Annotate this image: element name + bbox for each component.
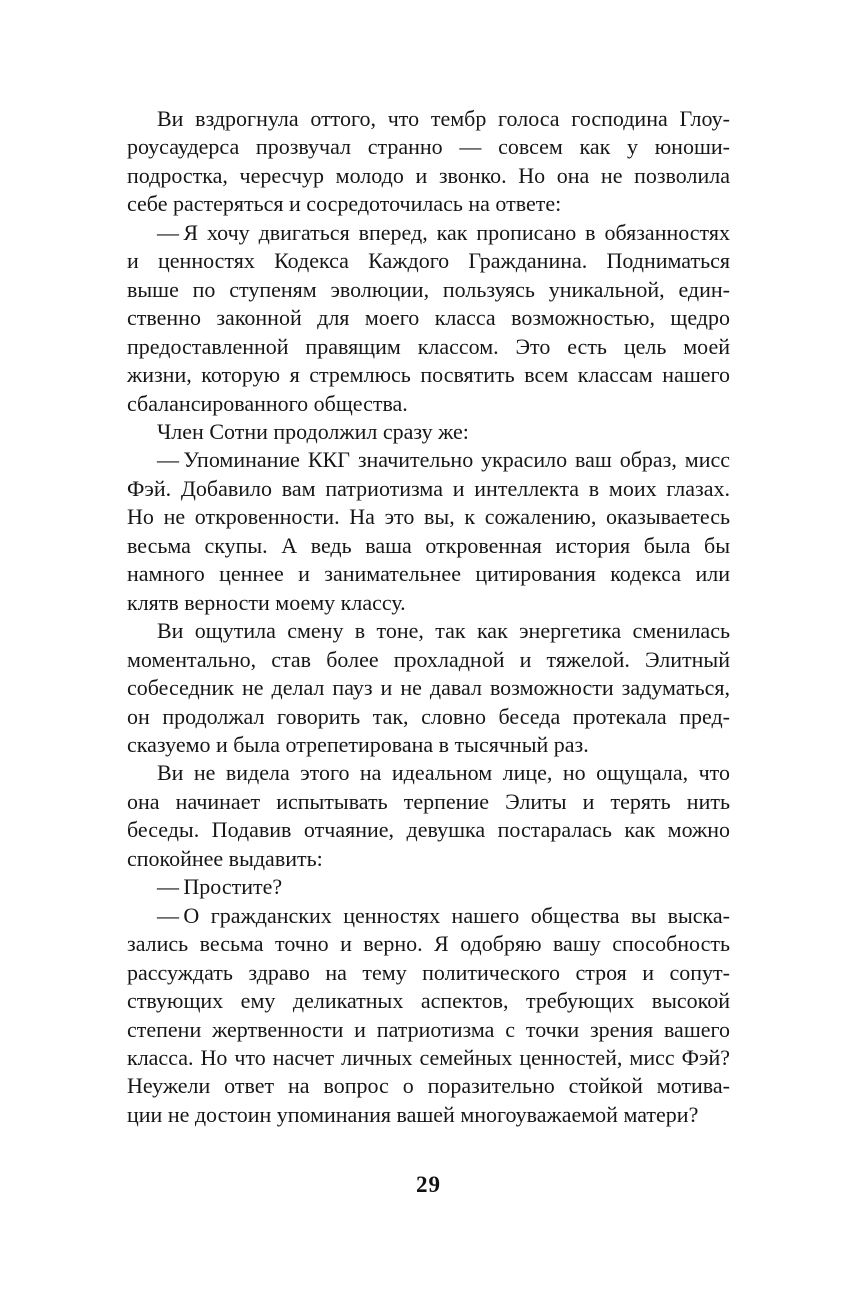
text-line: ции не достоин упоминания вашей многоуважаемой матери? bbox=[127, 1101, 699, 1127]
text-line: класса. Но что насчет личных семейных ценностей, мисс Фэй? bbox=[127, 1044, 730, 1070]
text-line: роусаудерса прозвучал странно — совсем как у юноши- bbox=[127, 134, 730, 160]
text-line: выше по ступеням эволюции, пользуясь уникальной, един- bbox=[127, 276, 730, 302]
text-line: ственно законной для моего класса возможностью, щедро bbox=[127, 305, 730, 331]
text-line: — О гражданских ценностях нашего общества вы выска- bbox=[157, 902, 730, 928]
text-line: Ви ощутила смену в тоне, так как энергетика сменилась bbox=[157, 618, 730, 644]
text-line: и ценностях Кодекса Каждого Гражданина. Подниматься bbox=[127, 248, 730, 274]
text-line: степени жертвенности и патриотизма с точки зрения вашего bbox=[127, 1016, 730, 1042]
text-line: Ви вздрогнула оттого, что тембр голоса господина Глоу- bbox=[157, 106, 730, 131]
text-line: спокойнее выдавить: bbox=[127, 845, 323, 871]
text-line: зались весьма точно и верно. Я одобряю вашу способность bbox=[127, 931, 730, 957]
text-line: себе растеряться и сосредоточилась на ответе: bbox=[127, 191, 562, 217]
text-line: — Упоминание ККГ значительно украсило ваш образ, мисс bbox=[157, 447, 730, 473]
text-line: он продолжал говорить так, словно беседа протекала пред- bbox=[127, 703, 730, 729]
text-line: Член Сотни продолжил сразу же: bbox=[157, 418, 469, 444]
text-line: весьма скупы. А ведь ваша откровенная история была бы bbox=[127, 532, 730, 558]
text-line: предоставленной правящим классом. Это есть цель моей bbox=[127, 333, 730, 359]
text-line: клятв верности моему классу. bbox=[127, 589, 406, 615]
text-line: Неужели ответ на вопрос о поразительно стойкой мотива- bbox=[127, 1073, 730, 1099]
text-line: Фэй. Добавило вам патриотизма и интеллекта в моих глазах. bbox=[127, 475, 730, 501]
text-line: собеседник не делал пауз и не давал возможности задуматься, bbox=[127, 675, 730, 701]
text-line: Ви не видела этого на идеальном лице, но ощущала, что bbox=[157, 760, 730, 786]
text-line: рассуждать здраво на тему политического строя и сопут- bbox=[127, 959, 730, 985]
text-line: Но не откровенности. На это вы, к сожалению, оказываетесь bbox=[127, 504, 730, 530]
text-line: сказуемо и была отрепетирована в тысячный раз. bbox=[127, 731, 589, 757]
page-text bbox=[127, 105, 730, 1129]
text-line: моментально, став более прохладной и тяжелой. Элитный bbox=[127, 646, 730, 672]
text-line: — Простите? bbox=[157, 874, 283, 900]
page-number: 29 bbox=[416, 1172, 441, 1197]
text-line: сбалансированного общества. bbox=[127, 390, 408, 416]
text-line: подростка, чересчур молодо и звонко. Но она не позволила bbox=[127, 162, 730, 188]
text-line: жизни, которую я стремлюсь посвятить всем классам нашего bbox=[127, 362, 730, 388]
text-line: она начинает испытывать терпение Элиты и терять нить bbox=[127, 788, 730, 814]
text-line: намного ценнее и занимательнее цитирования кодекса или bbox=[127, 561, 730, 587]
text-line: беседы. Подавив отчаяние, девушка постаралась как можно bbox=[127, 817, 730, 843]
text-line: — Я хочу двигаться вперед, как прописано в обязанностях bbox=[157, 219, 730, 245]
text-line: ствующих ему деликатных аспектов, требующих высокой bbox=[127, 988, 730, 1014]
